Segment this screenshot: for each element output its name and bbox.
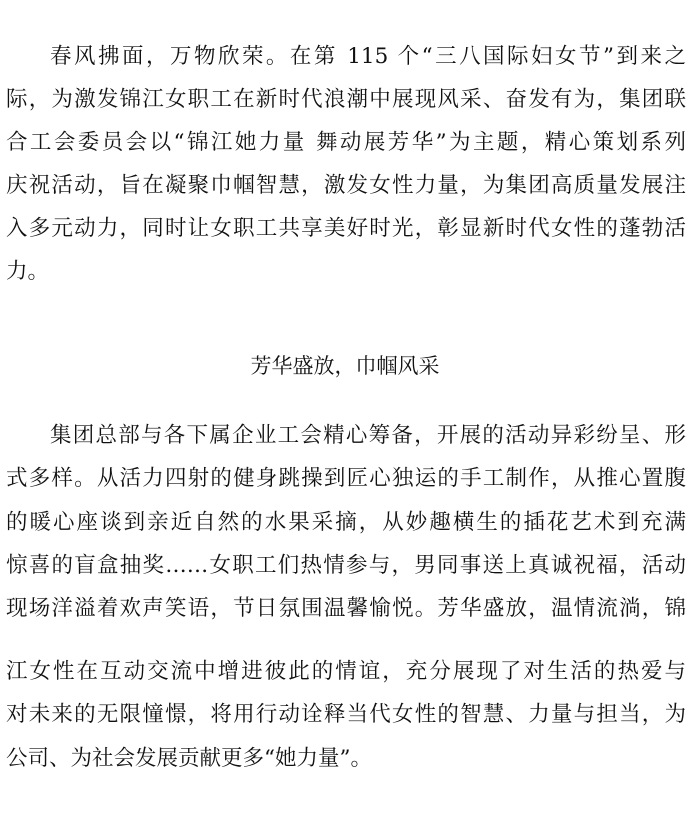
- paragraph-line: 庆祝活动，旨在凝聚巾帼智慧，激发女性力量，为集团高质量发展注: [6, 173, 686, 198]
- paragraph-line: 江女性在互动交流中增进彼此的情谊，充分展现了对生活的热爱与: [6, 659, 686, 684]
- paragraph-line: 集团总部与各下属企业工会精心筹备，开展的活动异彩纷呈、形: [50, 423, 686, 448]
- paragraph-line: 际，为激发锦江女职工在新时代浪潮中展现风采、奋发有为，集团联: [6, 87, 686, 112]
- section-heading: 芳华盛放，巾帼风采: [250, 354, 440, 378]
- paragraph-line: 春风拂面，万物欣荣。在第 115 个“三八国际妇女节”到来之: [50, 44, 686, 69]
- paragraph-line: 惊喜的盲盒抽奖……女职工们热情参与，男同事送上真诚祝福，活动: [6, 553, 686, 578]
- paragraph-line: 合工会委员会以“锦江她力量 舞动展芳华”为主题，精心策划系列: [6, 130, 686, 155]
- paragraph-line: 公司、为社会发展贡献更多“她力量”。: [6, 746, 372, 771]
- paragraph-line: 对未来的无限憧憬，将用行动诠释当代女性的智慧、力量与担当，为: [6, 702, 686, 727]
- paragraph-line: 入多元动力，同时让女职工共享美好时光，彰显新时代女性的蓬勃活: [6, 216, 686, 241]
- paragraph-line: 现场洋溢着欢声笑语，节日氛围温馨愉悦。芳华盛放，温情流淌，锦: [6, 596, 686, 621]
- paragraph-line: 式多样。从活力四射的健身跳操到匠心独运的手工制作，从推心置腹: [6, 466, 686, 491]
- paragraph-line: 力。: [6, 259, 50, 284]
- paragraph-line: 的暖心座谈到亲近自然的水果采摘，从妙趣横生的插花艺术到充满: [6, 510, 686, 535]
